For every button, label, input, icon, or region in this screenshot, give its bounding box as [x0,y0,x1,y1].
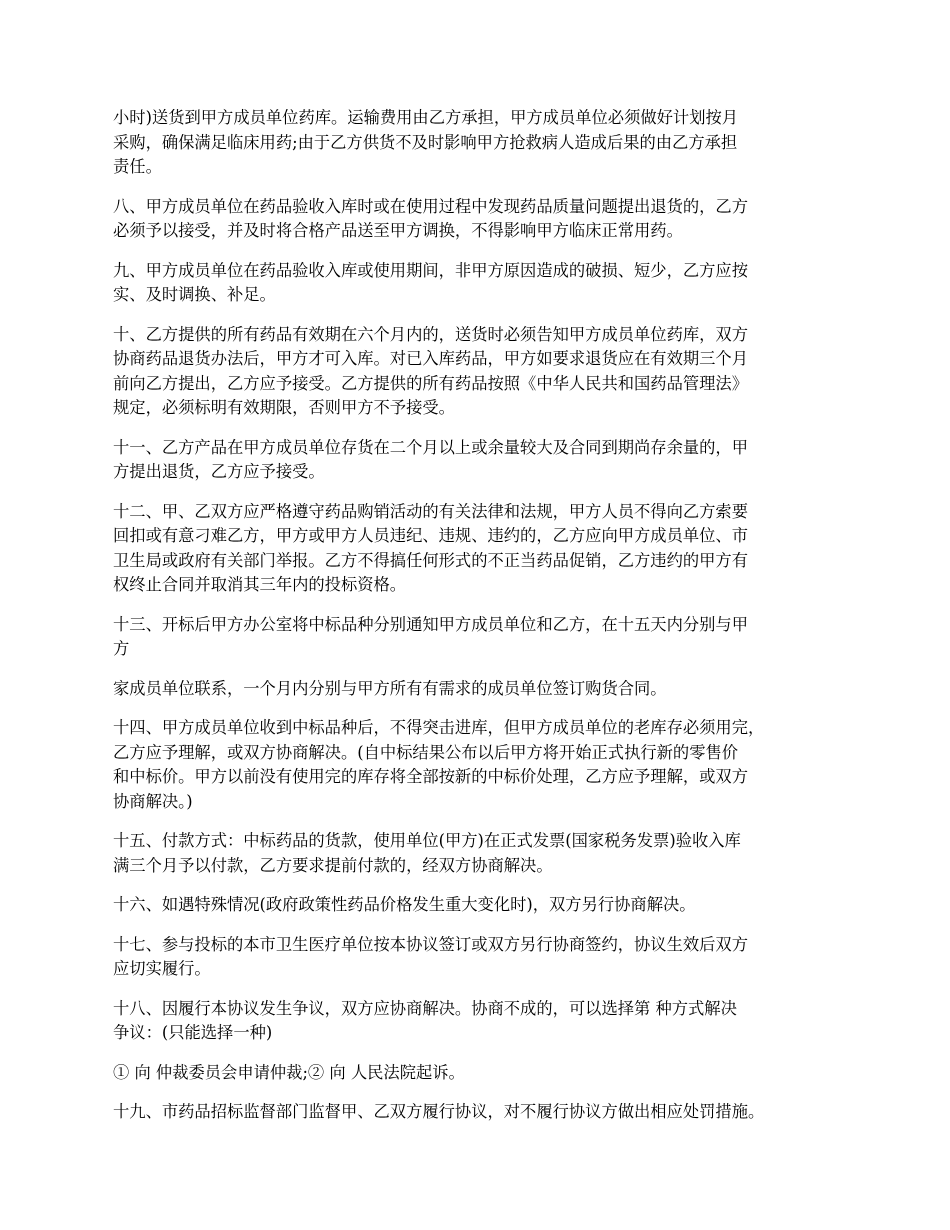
paragraph-clause-13-cont [113,677,853,702]
text-line: 家成员单位联系，一个月内分别与甲方所有有需求的成员单位签订购货合同。 [113,678,667,698]
text-line: 十九、市药品招标监督部门监督甲、乙双方履行协议，对不履行协议方做出相应处罚措施。 [113,1102,765,1121]
text-line: 协商药品退货办法后，甲方才可入库。对已入库药品，甲方如要求退货应在有效期三个月 [113,349,748,368]
text-line: 前向乙方提出，乙方应予接受。乙方提供的所有药品按照《中华人民共和国药品管理法》 [113,373,748,393]
text-line: 协商解决。) [113,791,193,811]
paragraph-clause-18 [113,997,853,1046]
text-line: 十二、甲、乙双方应严格遵守药品购销活动的有关法律和法规，甲方人员不得向乙方索要 [113,501,748,521]
text-line: 乙方应予理解，或双方协商解决。(自中标结果公布以后甲方将开始正式执行新的零售价 [113,742,739,762]
text-line: 采购，确保满足临床用药;由于乙方供货不及时影响甲方抢救病人造成后果的由乙方承担 [113,132,738,152]
text-line: 十、乙方提供的所有药品有效期在六个月内的，送货时必须告知甲方成员单位药库，双方 [113,324,748,344]
text-line: 十四、甲方成员单位收到中标品种后，不得突击进库，但甲方成员单位的老库存必须用完， [113,718,765,737]
paragraph-clause-14 [113,716,853,814]
paragraph-clause-16 [113,893,853,918]
text-line: 回扣或有意刁难乙方，甲方或甲方人员违纪、违规、违约的，乙方应向甲方成员单位、市 [113,526,748,545]
text-line: 十八、因履行本协议发生争议，双方应协商解决。协商不成的，可以选择第 种方式解决 [113,998,737,1018]
text-line: 小时)送货到甲方成员单位药库。运输费用由乙方承担，甲方成员单位必须做好计划按月 [113,108,739,127]
text-line: 权终止合同并取消其三年内的投标资格。 [113,575,407,594]
paragraph-clause-8 [113,195,853,244]
text-line: 满三个月予以付款，乙方要求提前付款的，经双方协商解决。 [113,855,553,875]
paragraph-clause-18-options [113,1061,853,1086]
text-line: 规定，必须标明有效期限，否则甲方不予接受。 [113,398,455,417]
text-line: 十五、付款方式：中标药品的货款，使用单位(甲方)在正式发票(国家税务发票)验收入库 [113,831,741,850]
document-body [113,106,853,1140]
text-line: 实、及时调换、补足。 [113,285,276,304]
text-line: 和中标价。甲方以前没有使用完的库存将全部按新的中标价处理，乙方应予理解，或双方 [113,767,748,786]
text-line: 十七、参与投标的本市卫生医疗单位按本协议签订或双方另行协商签约，协议生效后双方 [113,934,748,954]
text-line: 方提出退货，乙方应予接受。 [113,462,325,481]
text-line: 责任。 [113,157,162,176]
paragraph-clause-13 [113,613,853,662]
text-line: 必须予以接受，并及时将合格产品送至甲方调换，不得影响甲方临床正常用药。 [113,221,683,240]
text-line: 争议：(只能选择一种) [113,1023,273,1042]
text-line: 八、甲方成员单位在药品验收入库时或在使用过程中发现药品质量问题提出退货的，乙方 [113,196,748,216]
paragraph-clause-9 [113,259,853,308]
paragraph-clause-10 [113,323,853,421]
paragraph-clause-17 [113,933,853,982]
paragraph-clause-12 [113,500,853,598]
paragraph-clause-11 [113,436,853,485]
paragraph-clause-15 [113,829,853,878]
paragraph-continuation [113,106,853,180]
text-line: ① 向 仲裁委员会申请仲裁;② 向 人民法院起诉。 [113,1062,465,1082]
text-line: 十六、如遇特殊情况(政府政策性药品价格发生重大变化时)，双方另行协商解决。 [113,895,696,914]
text-line: 十一、乙方产品在甲方成员单位存货在二个月以上或余量较大及合同到期尚存余量的，甲 [113,437,748,457]
text-line: 十三、开标后甲方办公室将中标品种分别通知甲方成员单位和乙方，在十五天内分别与甲 [113,614,748,634]
text-line: 应切实履行。 [113,959,211,978]
text-line: 卫生局或政府有关部门举报。乙方不得搞任何形式的不正当药品促销，乙方违约的甲方有 [113,550,748,570]
text-line: 九、甲方成员单位在药品验收入库或使用期间，非甲方原因造成的破损、短少，乙方应按 [113,260,748,280]
text-line: 方 [113,639,130,658]
paragraph-clause-19 [113,1100,853,1125]
